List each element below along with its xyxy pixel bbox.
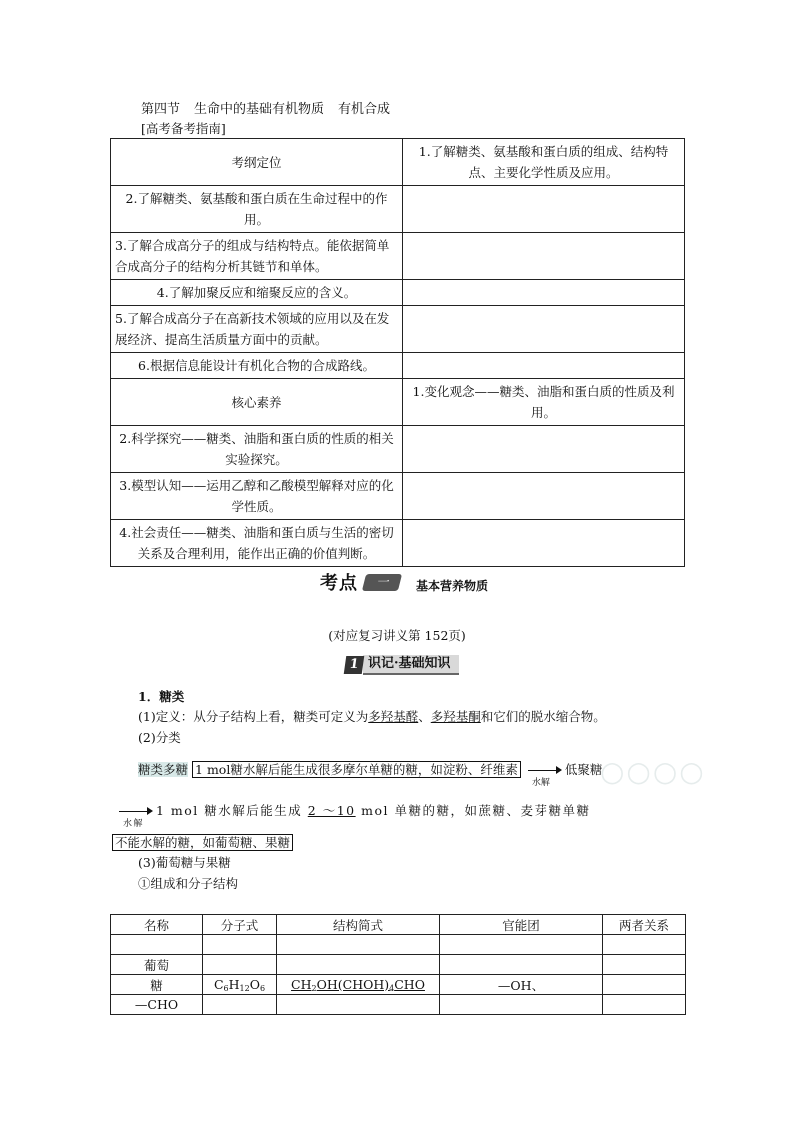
def-term-1: 多羟基醛 — [368, 709, 419, 724]
table-cell — [403, 473, 685, 520]
formula-cell: $C_6H_{12}O_6$ — [203, 975, 277, 995]
classify-line: (2)分类 — [138, 730, 181, 745]
heading-sugar — [138, 687, 184, 707]
table-cell — [403, 280, 685, 306]
classify-line-b — [116, 801, 591, 829]
table-cell: 4.社会责任——糖类、油脂和蛋白质与生活的密切关系及合理利用，能作出正确的价值判断。 — [111, 520, 403, 567]
table-row — [111, 520, 685, 567]
header-name: 名称 — [111, 915, 203, 935]
section-number: 第四节 — [141, 102, 181, 117]
last-cell: —CHO — [111, 995, 203, 1015]
table-cell: 4.了解加聚反应和缩聚反应的含义。 — [111, 280, 403, 306]
kaodian-label: 考点 — [320, 573, 358, 594]
table-row — [111, 995, 686, 1015]
table-row — [111, 379, 685, 426]
line-a-poly: 多糖 — [163, 762, 189, 777]
table-row — [111, 306, 685, 353]
table-cell: 2.科学探究——糖类、油脂和蛋白质的性质的相关实验探究。 — [111, 426, 403, 473]
def-suffix: 和它们的脱水缩合物。 — [480, 709, 606, 724]
kaodian-heading — [320, 569, 488, 595]
name-cell-1: 葡萄 — [111, 955, 203, 975]
table-cell — [403, 353, 685, 379]
header-group: 官能团 — [440, 915, 603, 935]
table-cell: 2.了解糖类、氨基酸和蛋白质在生命过程中的作用。 — [111, 186, 403, 233]
header-formula: 分子式 — [203, 915, 277, 935]
banner-text: 识记·基础知识 — [363, 655, 459, 675]
banner-number: 1 — [344, 656, 365, 674]
table-row — [111, 955, 686, 975]
table-cell: 5.了解合成高分子在高新技术领域的应用以及在发展经济、提高生活质量方面中的贡献。 — [111, 306, 403, 353]
table-cell — [403, 426, 685, 473]
table-cell: 3.了解合成高分子的组成与结构特点。能依据简单合成高分子的结构分析其链节和单体。 — [111, 233, 403, 280]
table-cell: 考纲定位 — [111, 139, 403, 186]
table-cell: 1.变化观念——糖类、油脂和蛋白质的性质及利用。 — [403, 379, 685, 426]
section-banner — [345, 655, 459, 675]
glucose-table — [110, 914, 686, 1015]
reference-note: (对应复习讲义第 152页) — [328, 628, 466, 643]
arrow-label: 水解 — [531, 777, 550, 788]
table-row — [111, 280, 685, 306]
table-cell — [403, 520, 685, 567]
arrow-label: 水解 — [123, 818, 145, 829]
table-cell: 6.根据信息能设计有机化合物的合成路线。 — [111, 353, 403, 379]
watermark: ○○○○ — [600, 755, 706, 788]
subheading-structure: ①组成和分子结构 — [138, 876, 239, 891]
table-cell — [403, 186, 685, 233]
structure-cell: $CH_2OH(CHOH)_4CHO$ — [277, 975, 440, 995]
guide-label: [高考备考指南] — [141, 121, 226, 136]
line-a-term: 糖类 — [138, 762, 164, 777]
header-relation: 两者关系 — [603, 915, 686, 935]
table-cell — [403, 233, 685, 280]
table-row — [111, 353, 685, 379]
def-prefix: (1)定义：从分子结构上看，糖类可定义为 — [138, 709, 369, 724]
definition-line — [138, 707, 606, 727]
table-row — [111, 473, 685, 520]
table-row — [111, 233, 685, 280]
line-b-text-2: mol 单糖的糖，如蔗糖、麦芽糖单糖 — [361, 803, 591, 818]
table-header-row — [111, 915, 686, 935]
def-sep: 、 — [418, 709, 431, 724]
table-cell: 3.模型认知——运用乙醇和乙酸模型解释对应的化学性质。 — [111, 473, 403, 520]
table-row — [111, 426, 685, 473]
table-row — [111, 139, 685, 186]
classify-line-c — [112, 833, 293, 853]
kaodian-subtitle: 基本营养物质 — [416, 578, 489, 593]
section-title-sub: 有机合成 — [338, 102, 391, 117]
hydrolysis-arrow — [528, 764, 562, 788]
table-cell — [403, 306, 685, 353]
hydrolysis-arrow — [119, 805, 153, 829]
table-cell: 1.了解糖类、氨基酸和蛋白质的组成、结构特点、主要化学性质及应用。 — [403, 139, 685, 186]
kaodian-badge: 一 — [362, 574, 402, 591]
table-row — [111, 935, 686, 955]
line-b-range: 2 ～10 — [307, 803, 356, 818]
section-title-main: 生命中的基础有机物质 — [194, 102, 325, 117]
classify-line-a — [138, 760, 603, 788]
line-b-text-1: 1 mol 糖水解后能生成 — [156, 803, 303, 818]
table-row — [111, 186, 685, 233]
heading-sugar-text: 1．糖类 — [138, 689, 185, 704]
table-cell: 核心素养 — [111, 379, 403, 426]
line-c-box: 不能水解的糖，如葡萄糖、果糖 — [112, 834, 293, 851]
header-structure: 结构简式 — [277, 915, 440, 935]
section-title — [141, 98, 404, 117]
subheading-glucose: (3)葡萄糖与果糖 — [138, 855, 231, 870]
line-a-box: 1 mol糖水解后能生成很多摩尔单糖的糖，如淀粉、纤维素 — [192, 761, 521, 778]
guide-table — [110, 138, 685, 567]
table-row — [111, 975, 686, 995]
name-cell-2: 糖 — [111, 975, 203, 995]
line-a-oligo: 低聚糖 — [564, 762, 603, 777]
def-term-2: 多羟基酮 — [430, 709, 481, 724]
group-cell: —OH、 — [440, 975, 603, 995]
